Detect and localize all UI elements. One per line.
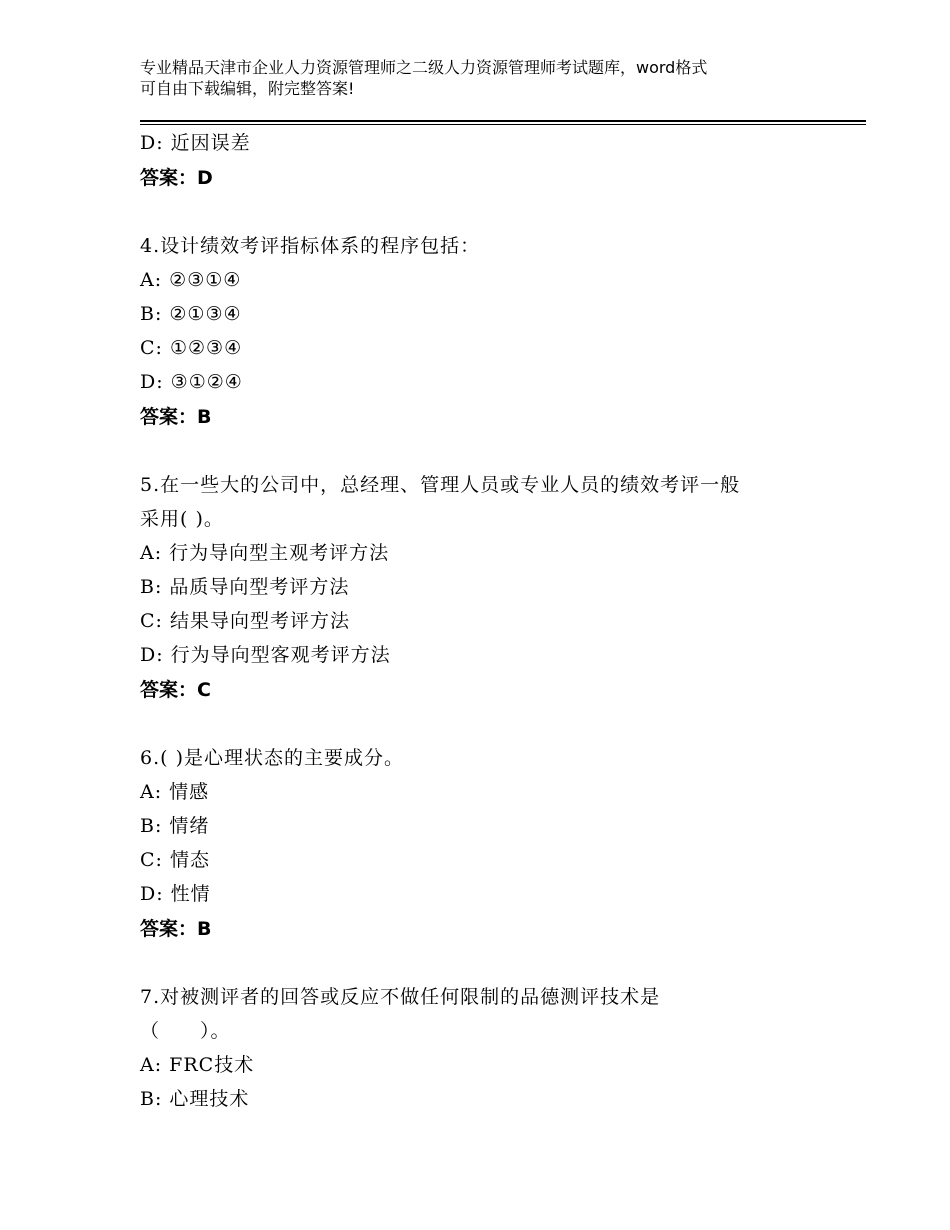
q4-option-a: A: ②③①④ [140,269,242,291]
header-title-line2: 可自由下载编辑，附完整答案! [140,79,355,98]
q7-question-line1: 7.对被测评者的回答或反应不做任何限制的品德测评技术是 [140,986,661,1008]
q5-option-d: D: 行为导向型客观考评方法 [140,644,391,666]
q7-option-b: B: 心理技术 [140,1088,250,1110]
q6-option-d: D: 性情 [140,883,211,905]
header-divider-thin [140,124,866,125]
q5-option-c: C: 结果导向型考评方法 [140,610,350,632]
q4-answer: 答案：B [140,406,212,428]
q5-option-a: A: 行为导向型主观考评方法 [140,542,390,564]
q4-option-d: D: ③①②④ [140,371,243,393]
q6-answer: 答案：B [140,918,212,940]
q5-option-b: B: 品质导向型考评方法 [140,576,350,598]
q6-option-a: A: 情感 [140,781,210,803]
header-divider-thick [140,120,866,122]
q5-answer: 答案：C [140,679,211,701]
header-title-line1: 专业精品天津市企业人力资源管理师之二级人力资源管理师考试题库，word格式 [140,58,708,77]
q3-option-d: D: 近因误差 [140,132,251,154]
q7-option-a: A: FRC技术 [140,1054,255,1076]
document-header [140,57,830,99]
q6-option-c: C: 情态 [140,849,210,871]
q3-answer: 答案：D [140,167,213,189]
q6-question: 6.( )是心理状态的主要成分。 [140,747,404,769]
q5-question-line2: 采用( )。 [140,508,224,530]
q4-option-b: B: ②①③④ [140,303,242,325]
q6-option-b: B: 情绪 [140,815,210,837]
q4-option-c: C: ①②③④ [140,337,243,359]
q5-question-line1: 5.在一些大的公司中，总经理、管理人员或专业人员的绩效考评一般 [140,474,741,496]
q7-question-line2: （ ）。 [140,1020,231,1042]
q4-question: 4.设计绩效考评指标体系的程序包括： [140,235,481,257]
